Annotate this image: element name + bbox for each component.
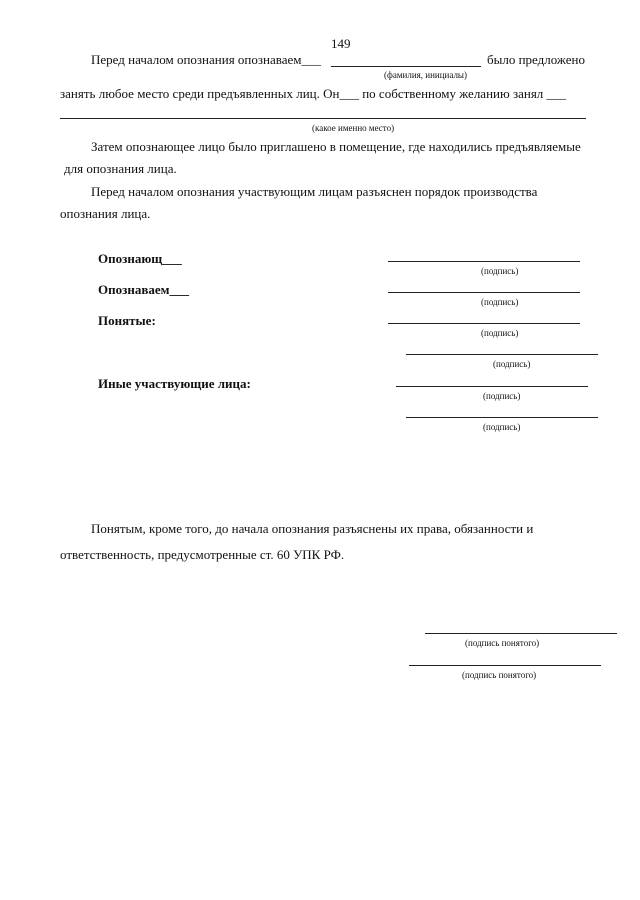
para1-line2: занять любое место среди предъявленных лиц. Он___ по собственному желанию занял ___ xyxy=(60,86,567,101)
para4-line1: Понятым, кроме того, до начала опознания разъяснены их права, обязанности и xyxy=(91,521,534,536)
identified-signature-line[interactable] xyxy=(388,292,580,293)
other-participants-label: Иные участвующие лица: xyxy=(98,376,251,391)
witness-signature-caption: (подпись понятого) xyxy=(462,670,537,680)
witness-final-signature-line-1[interactable] xyxy=(425,633,617,634)
para3-line1: Перед началом опознания участвующим лицам разъяснен порядок производства xyxy=(91,184,538,199)
para4-line2: ответственность, предусмотренные ст. 60 УПК РФ. xyxy=(60,547,345,562)
para2-line1: Затем опознающее лицо было приглашено в помещение, где находились предъявляемые xyxy=(91,139,581,154)
signature-caption: (подпись) xyxy=(481,328,519,338)
identifier-label: Опознающ___ xyxy=(98,251,182,266)
other-2-signature-line[interactable] xyxy=(406,417,598,418)
witnesses-label: Понятые: xyxy=(98,313,156,328)
para3-line2: опознания лица. xyxy=(60,206,151,221)
identifier-signature-line[interactable] xyxy=(388,261,580,262)
witness-1-signature-line[interactable] xyxy=(388,323,580,324)
signature-caption: (подпись) xyxy=(483,422,521,432)
signature-caption: (подпись) xyxy=(481,266,519,276)
witness-final-signature-line-2[interactable] xyxy=(409,665,601,666)
witness-2-signature-line[interactable] xyxy=(406,354,598,355)
signature-caption: (подпись) xyxy=(481,297,519,307)
para2-line2: для опознания лица. xyxy=(64,161,177,176)
signature-caption: (подпись) xyxy=(483,391,521,401)
para1-line1-start: Перед началом опознания опознаваем___ xyxy=(91,52,321,67)
caption-place: (какое именно место) xyxy=(312,123,395,133)
identified-label: Опознаваем___ xyxy=(98,282,189,297)
caption-name: (фамилия, инициалы) xyxy=(384,70,467,80)
signature-caption: (подпись) xyxy=(493,359,531,369)
place-blank-line[interactable] xyxy=(60,118,586,119)
name-blank-line[interactable] xyxy=(331,66,481,67)
other-1-signature-line[interactable] xyxy=(396,386,588,387)
para1-line1-end: было предложено xyxy=(487,52,585,67)
witness-signature-caption: (подпись понятого) xyxy=(465,638,540,648)
page-number: 149 xyxy=(331,36,351,51)
